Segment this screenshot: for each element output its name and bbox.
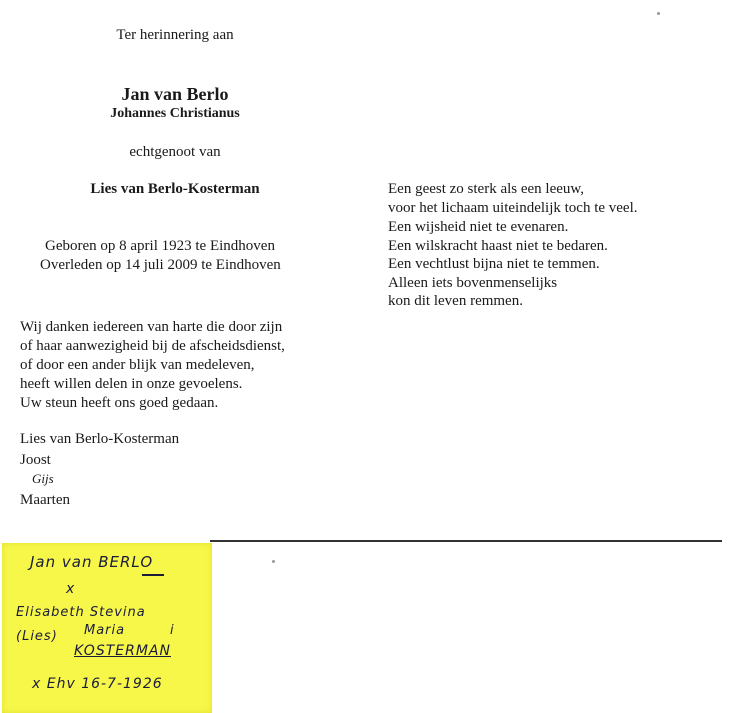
thanks-line: of haar aanwezigheid bij de afscheidsdienst, xyxy=(20,338,285,354)
poem-line: Alleen iets bovenmenselijks xyxy=(388,275,558,291)
spouse-name: Lies van Berlo-Kosterman xyxy=(90,181,260,197)
family-member: Maarten xyxy=(20,492,70,508)
death-line: Overleden op 14 juli 2009 te Eindhoven xyxy=(40,257,281,273)
family-member: Joost xyxy=(20,452,51,468)
family-member: Lies van Berlo-Kosterman xyxy=(20,431,180,447)
note-marriage-symbol: x xyxy=(66,581,76,597)
note-middle-name: Maria xyxy=(84,623,126,638)
poem-line: Een wilskracht haast niet te bedaren. xyxy=(388,238,608,254)
note-spouse-names: Elisabeth Stevina xyxy=(16,605,146,620)
card-intro: Ter herinnering aan xyxy=(116,27,234,43)
thanks-line: Uw steun heeft ons goed gedaan. xyxy=(20,395,219,411)
note-nickname: (Lies) xyxy=(16,629,58,644)
thanks-line: of door een ander blijk van medeleven, xyxy=(20,357,255,373)
note-surname: KOSTERMAN xyxy=(74,643,171,659)
note-underline xyxy=(142,574,164,576)
spouse-intro: echtgenoot van xyxy=(129,144,221,160)
note-middle-name-mark: i xyxy=(170,623,175,638)
deceased-name: Jan van Berlo xyxy=(121,84,229,104)
poem-line: kon dit leven remmen. xyxy=(388,293,523,309)
birth-line: Geboren op 8 april 1923 te Eindhoven xyxy=(45,238,275,254)
note-name: Jan van BERLO xyxy=(30,553,154,571)
poem-line: Een geest zo sterk als een leeuw, xyxy=(388,181,585,197)
thanks-line: Wij danken iedereen van harte die door zijn xyxy=(20,319,283,335)
card-bottom-edge xyxy=(210,540,722,542)
poem-line: Een wijsheid niet te evenaren. xyxy=(388,219,569,235)
poem-line: voor het lichaam uiteindelijk toch te veel. xyxy=(388,200,638,216)
thanks-line: heeft willen delen in onze gevoelens. xyxy=(20,376,243,392)
family-member: Gijs xyxy=(32,471,54,486)
note-birth: x Ehv 16-7-1926 xyxy=(32,676,163,692)
scan-speck xyxy=(657,12,660,15)
sticky-note xyxy=(2,543,212,713)
scan-speck xyxy=(272,560,275,563)
deceased-full-name: Johannes Christianus xyxy=(110,106,240,121)
poem-line: Een vechtlust bijna niet te temmen. xyxy=(388,256,600,272)
